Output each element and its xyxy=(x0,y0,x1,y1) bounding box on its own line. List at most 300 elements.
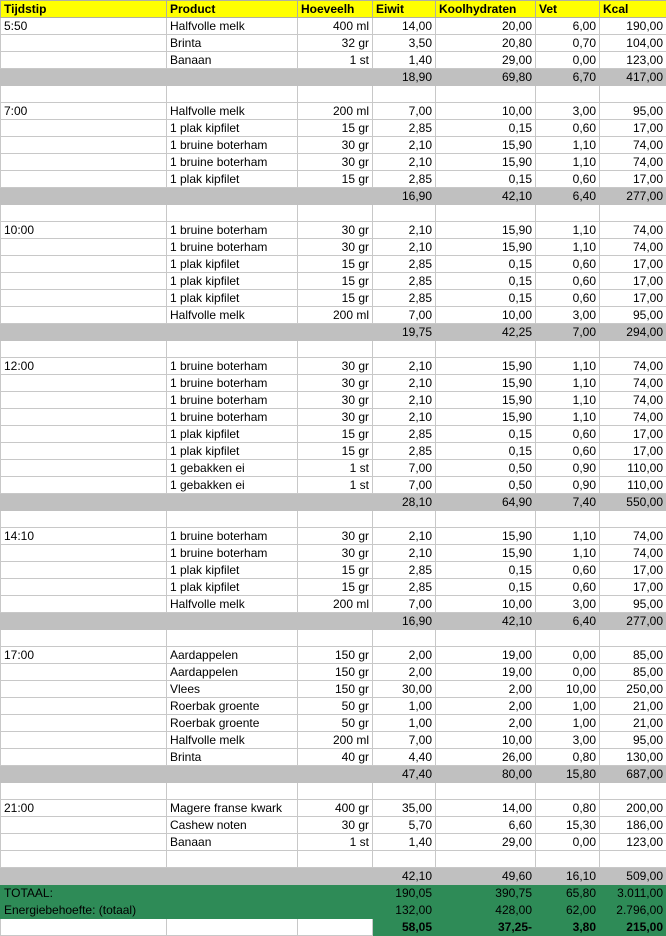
vet-cell[interactable]: 0,60 xyxy=(536,273,600,290)
vet-cell[interactable]: 3,80 xyxy=(536,919,600,936)
hoeveelheid-cell[interactable] xyxy=(298,630,373,647)
vet-cell[interactable]: 0,80 xyxy=(536,800,600,817)
koolhydraten-cell[interactable]: 29,00 xyxy=(436,834,536,851)
eiwit-cell[interactable]: 2,10 xyxy=(373,545,436,562)
tijdstip-cell[interactable] xyxy=(1,783,167,800)
eiwit-cell[interactable]: 18,90 xyxy=(373,69,436,86)
vet-cell[interactable] xyxy=(536,511,600,528)
koolhydraten-cell[interactable]: 15,90 xyxy=(436,409,536,426)
product-cell[interactable]: Halfvolle melk xyxy=(167,307,298,324)
vet-cell[interactable] xyxy=(536,783,600,800)
kcal-cell[interactable]: 104,00 xyxy=(600,35,666,52)
header-product[interactable]: Product xyxy=(167,1,298,18)
eiwit-cell[interactable]: 132,00 xyxy=(373,902,436,919)
hoeveelheid-cell[interactable]: 150 gr xyxy=(298,647,373,664)
hoeveelheid-cell[interactable]: 30 gr xyxy=(298,528,373,545)
hoeveelheid-cell[interactable]: 40 gr xyxy=(298,749,373,766)
vet-cell[interactable]: 3,00 xyxy=(536,732,600,749)
kcal-cell[interactable]: 95,00 xyxy=(600,596,666,613)
koolhydraten-cell[interactable]: 2,00 xyxy=(436,681,536,698)
koolhydraten-cell[interactable]: 19,00 xyxy=(436,647,536,664)
kcal-cell[interactable]: 294,00 xyxy=(600,324,666,341)
hoeveelheid-cell[interactable]: 32 gr xyxy=(298,35,373,52)
vet-cell[interactable]: 62,00 xyxy=(536,902,600,919)
koolhydraten-cell[interactable]: 26,00 xyxy=(436,749,536,766)
hoeveelheid-cell[interactable] xyxy=(298,494,373,511)
kcal-cell[interactable]: 3.011,00 xyxy=(600,885,666,902)
kcal-cell[interactable]: 110,00 xyxy=(600,477,666,494)
koolhydraten-cell[interactable] xyxy=(436,341,536,358)
product-cell[interactable]: 1 plak kipfilet xyxy=(167,562,298,579)
tijdstip-cell[interactable] xyxy=(1,681,167,698)
product-cell[interactable] xyxy=(167,494,298,511)
vet-cell[interactable]: 1,10 xyxy=(536,375,600,392)
tijdstip-cell[interactable] xyxy=(1,596,167,613)
vet-cell[interactable]: 1,10 xyxy=(536,239,600,256)
koolhydraten-cell[interactable]: 0,15 xyxy=(436,120,536,137)
tijdstip-cell[interactable] xyxy=(1,698,167,715)
koolhydraten-cell[interactable] xyxy=(436,630,536,647)
koolhydraten-cell[interactable]: 15,90 xyxy=(436,375,536,392)
product-cell[interactable]: Halfvolle melk xyxy=(167,732,298,749)
product-cell[interactable]: 1 bruine boterham xyxy=(167,154,298,171)
hoeveelheid-cell[interactable]: 30 gr xyxy=(298,137,373,154)
hoeveelheid-cell[interactable]: 15 gr xyxy=(298,290,373,307)
tijdstip-cell[interactable]: 14:10 xyxy=(1,528,167,545)
eiwit-cell[interactable] xyxy=(373,86,436,103)
product-cell[interactable] xyxy=(167,511,298,528)
product-cell[interactable] xyxy=(167,919,298,936)
koolhydraten-cell[interactable]: 0,15 xyxy=(436,256,536,273)
vet-cell[interactable]: 1,10 xyxy=(536,528,600,545)
eiwit-cell[interactable]: 2,00 xyxy=(373,664,436,681)
vet-cell[interactable] xyxy=(536,205,600,222)
koolhydraten-cell[interactable]: 15,90 xyxy=(436,528,536,545)
koolhydraten-cell[interactable]: 15,90 xyxy=(436,154,536,171)
product-cell[interactable]: Roerbak groente xyxy=(167,715,298,732)
header-koolhydraten[interactable]: Koolhydraten xyxy=(436,1,536,18)
kcal-cell[interactable]: 417,00 xyxy=(600,69,666,86)
kcal-cell[interactable]: 17,00 xyxy=(600,273,666,290)
kcal-cell[interactable]: 17,00 xyxy=(600,290,666,307)
hoeveelheid-cell[interactable]: 30 gr xyxy=(298,358,373,375)
eiwit-cell[interactable]: 7,00 xyxy=(373,307,436,324)
tijdstip-cell[interactable] xyxy=(1,375,167,392)
eiwit-cell[interactable] xyxy=(373,511,436,528)
tijdstip-cell[interactable] xyxy=(1,137,167,154)
product-cell[interactable]: 1 bruine boterham xyxy=(167,545,298,562)
vet-cell[interactable]: 6,00 xyxy=(536,18,600,35)
hoeveelheid-cell[interactable]: 400 ml xyxy=(298,18,373,35)
product-cell[interactable]: Banaan xyxy=(167,834,298,851)
eiwit-cell[interactable]: 7,00 xyxy=(373,460,436,477)
hoeveelheid-cell[interactable] xyxy=(298,919,373,936)
tijdstip-cell[interactable] xyxy=(1,545,167,562)
product-cell[interactable]: 1 bruine boterham xyxy=(167,528,298,545)
koolhydraten-cell[interactable] xyxy=(436,86,536,103)
kcal-cell[interactable] xyxy=(600,86,666,103)
tijdstip-cell[interactable] xyxy=(1,851,167,868)
hoeveelheid-cell[interactable]: 15 gr xyxy=(298,579,373,596)
product-cell[interactable]: 1 plak kipfilet xyxy=(167,171,298,188)
koolhydraten-cell[interactable]: 15,90 xyxy=(436,545,536,562)
kcal-cell[interactable]: 215,00 xyxy=(600,919,666,936)
eiwit-cell[interactable] xyxy=(373,630,436,647)
tijdstip-cell[interactable] xyxy=(1,35,167,52)
eiwit-cell[interactable]: 7,00 xyxy=(373,103,436,120)
tijdstip-cell[interactable] xyxy=(1,579,167,596)
hoeveelheid-cell[interactable] xyxy=(298,188,373,205)
koolhydraten-cell[interactable]: 42,25 xyxy=(436,324,536,341)
kcal-cell[interactable]: 509,00 xyxy=(600,868,666,885)
kcal-cell[interactable]: 74,00 xyxy=(600,409,666,426)
eiwit-cell[interactable]: 58,05 xyxy=(373,919,436,936)
kcal-cell[interactable]: 74,00 xyxy=(600,528,666,545)
product-cell[interactable]: 1 bruine boterham xyxy=(167,137,298,154)
hoeveelheid-cell[interactable]: 200 ml xyxy=(298,732,373,749)
header-eiwit[interactable]: Eiwit xyxy=(373,1,436,18)
vet-cell[interactable]: 0,00 xyxy=(536,834,600,851)
tijdstip-cell[interactable] xyxy=(1,817,167,834)
product-cell[interactable] xyxy=(167,188,298,205)
vet-cell[interactable]: 7,40 xyxy=(536,494,600,511)
tijdstip-cell[interactable] xyxy=(1,834,167,851)
vet-cell[interactable] xyxy=(536,86,600,103)
product-cell[interactable]: Aardappelen xyxy=(167,647,298,664)
vet-cell[interactable]: 3,00 xyxy=(536,103,600,120)
eiwit-cell[interactable]: 2,00 xyxy=(373,647,436,664)
koolhydraten-cell[interactable]: 15,90 xyxy=(436,392,536,409)
vet-cell[interactable] xyxy=(536,630,600,647)
vet-cell[interactable]: 0,60 xyxy=(536,562,600,579)
koolhydraten-cell[interactable] xyxy=(436,205,536,222)
hoeveelheid-cell[interactable] xyxy=(298,341,373,358)
hoeveelheid-cell[interactable]: 1 st xyxy=(298,834,373,851)
eiwit-cell[interactable]: 1,00 xyxy=(373,715,436,732)
vet-cell[interactable]: 1,00 xyxy=(536,715,600,732)
tijdstip-cell[interactable] xyxy=(1,307,167,324)
koolhydraten-cell[interactable]: 42,10 xyxy=(436,188,536,205)
koolhydraten-cell[interactable]: 10,00 xyxy=(436,103,536,120)
eiwit-cell[interactable]: 14,00 xyxy=(373,18,436,35)
eiwit-cell[interactable] xyxy=(373,783,436,800)
tijdstip-cell[interactable] xyxy=(1,341,167,358)
product-cell[interactable]: Roerbak groente xyxy=(167,698,298,715)
eiwit-cell[interactable]: 28,10 xyxy=(373,494,436,511)
kcal-cell[interactable]: 85,00 xyxy=(600,647,666,664)
eiwit-cell[interactable] xyxy=(373,851,436,868)
tijdstip-cell[interactable]: 12:00 xyxy=(1,358,167,375)
hoeveelheid-cell[interactable] xyxy=(298,205,373,222)
total-label[interactable]: TOTAAL: xyxy=(1,885,373,902)
koolhydraten-cell[interactable]: 80,00 xyxy=(436,766,536,783)
eiwit-cell[interactable]: 2,85 xyxy=(373,579,436,596)
product-cell[interactable] xyxy=(167,341,298,358)
product-cell[interactable]: Halfvolle melk xyxy=(167,103,298,120)
hoeveelheid-cell[interactable]: 15 gr xyxy=(298,443,373,460)
hoeveelheid-cell[interactable] xyxy=(298,511,373,528)
product-cell[interactable]: 1 bruine boterham xyxy=(167,409,298,426)
kcal-cell[interactable]: 17,00 xyxy=(600,443,666,460)
tijdstip-cell[interactable] xyxy=(1,52,167,69)
tijdstip-cell[interactable] xyxy=(1,613,167,630)
tijdstip-cell[interactable]: 5:50 xyxy=(1,18,167,35)
hoeveelheid-cell[interactable]: 50 gr xyxy=(298,715,373,732)
eiwit-cell[interactable]: 19,75 xyxy=(373,324,436,341)
product-cell[interactable]: 1 plak kipfilet xyxy=(167,426,298,443)
eiwit-cell[interactable]: 7,00 xyxy=(373,732,436,749)
tijdstip-cell[interactable] xyxy=(1,749,167,766)
tijdstip-cell[interactable] xyxy=(1,154,167,171)
vet-cell[interactable]: 16,10 xyxy=(536,868,600,885)
vet-cell[interactable]: 0,60 xyxy=(536,256,600,273)
kcal-cell[interactable]: 277,00 xyxy=(600,613,666,630)
kcal-cell[interactable]: 110,00 xyxy=(600,460,666,477)
hoeveelheid-cell[interactable]: 30 gr xyxy=(298,154,373,171)
hoeveelheid-cell[interactable]: 30 gr xyxy=(298,817,373,834)
eiwit-cell[interactable]: 2,85 xyxy=(373,443,436,460)
kcal-cell[interactable]: 17,00 xyxy=(600,579,666,596)
koolhydraten-cell[interactable] xyxy=(436,511,536,528)
vet-cell[interactable]: 6,40 xyxy=(536,188,600,205)
tijdstip-cell[interactable]: 21:00 xyxy=(1,800,167,817)
koolhydraten-cell[interactable]: 64,90 xyxy=(436,494,536,511)
koolhydraten-cell[interactable]: 0,15 xyxy=(436,562,536,579)
product-cell[interactable] xyxy=(167,613,298,630)
eiwit-cell[interactable]: 35,00 xyxy=(373,800,436,817)
kcal-cell[interactable] xyxy=(600,511,666,528)
tijdstip-cell[interactable] xyxy=(1,630,167,647)
vet-cell[interactable]: 6,70 xyxy=(536,69,600,86)
kcal-cell[interactable] xyxy=(600,783,666,800)
vet-cell[interactable]: 0,00 xyxy=(536,647,600,664)
vet-cell[interactable]: 0,60 xyxy=(536,290,600,307)
vet-cell[interactable]: 0,60 xyxy=(536,171,600,188)
hoeveelheid-cell[interactable]: 1 st xyxy=(298,460,373,477)
kcal-cell[interactable]: 130,00 xyxy=(600,749,666,766)
kcal-cell[interactable]: 74,00 xyxy=(600,154,666,171)
vet-cell[interactable]: 0,90 xyxy=(536,460,600,477)
kcal-cell[interactable]: 74,00 xyxy=(600,239,666,256)
tijdstip-cell[interactable] xyxy=(1,392,167,409)
kcal-cell[interactable]: 17,00 xyxy=(600,562,666,579)
koolhydraten-cell[interactable]: 15,90 xyxy=(436,137,536,154)
vet-cell[interactable]: 0,70 xyxy=(536,35,600,52)
tijdstip-cell[interactable]: 7:00 xyxy=(1,103,167,120)
header-vet[interactable]: Vet xyxy=(536,1,600,18)
eiwit-cell[interactable]: 2,85 xyxy=(373,290,436,307)
vet-cell[interactable]: 1,10 xyxy=(536,409,600,426)
hoeveelheid-cell[interactable]: 1 st xyxy=(298,52,373,69)
tijdstip-cell[interactable] xyxy=(1,171,167,188)
tijdstip-cell[interactable] xyxy=(1,205,167,222)
kcal-cell[interactable]: 250,00 xyxy=(600,681,666,698)
product-cell[interactable]: Halfvolle melk xyxy=(167,18,298,35)
tijdstip-cell[interactable] xyxy=(1,409,167,426)
koolhydraten-cell[interactable]: 37,25- xyxy=(436,919,536,936)
total-label[interactable]: Energiebehoefte: (totaal) xyxy=(1,902,373,919)
hoeveelheid-cell[interactable] xyxy=(298,851,373,868)
tijdstip-cell[interactable] xyxy=(1,273,167,290)
eiwit-cell[interactable]: 3,50 xyxy=(373,35,436,52)
kcal-cell[interactable]: 74,00 xyxy=(600,375,666,392)
eiwit-cell[interactable]: 2,10 xyxy=(373,239,436,256)
product-cell[interactable] xyxy=(167,324,298,341)
eiwit-cell[interactable]: 2,85 xyxy=(373,273,436,290)
hoeveelheid-cell[interactable]: 200 ml xyxy=(298,596,373,613)
vet-cell[interactable]: 0,00 xyxy=(536,52,600,69)
eiwit-cell[interactable]: 1,00 xyxy=(373,698,436,715)
tijdstip-cell[interactable] xyxy=(1,477,167,494)
koolhydraten-cell[interactable]: 0,50 xyxy=(436,477,536,494)
vet-cell[interactable]: 3,00 xyxy=(536,307,600,324)
product-cell[interactable]: 1 plak kipfilet xyxy=(167,120,298,137)
hoeveelheid-cell[interactable]: 1 st xyxy=(298,477,373,494)
kcal-cell[interactable]: 95,00 xyxy=(600,103,666,120)
koolhydraten-cell[interactable]: 15,90 xyxy=(436,358,536,375)
vet-cell[interactable]: 0,00 xyxy=(536,664,600,681)
eiwit-cell[interactable]: 2,10 xyxy=(373,222,436,239)
tijdstip-cell[interactable] xyxy=(1,86,167,103)
vet-cell[interactable]: 0,60 xyxy=(536,426,600,443)
koolhydraten-cell[interactable]: 390,75 xyxy=(436,885,536,902)
koolhydraten-cell[interactable]: 0,15 xyxy=(436,171,536,188)
kcal-cell[interactable]: 74,00 xyxy=(600,392,666,409)
kcal-cell[interactable]: 85,00 xyxy=(600,664,666,681)
tijdstip-cell[interactable] xyxy=(1,443,167,460)
kcal-cell[interactable]: 74,00 xyxy=(600,222,666,239)
product-cell[interactable] xyxy=(167,205,298,222)
kcal-cell[interactable]: 186,00 xyxy=(600,817,666,834)
vet-cell[interactable]: 0,80 xyxy=(536,749,600,766)
vet-cell[interactable]: 3,00 xyxy=(536,596,600,613)
hoeveelheid-cell[interactable] xyxy=(298,868,373,885)
eiwit-cell[interactable]: 1,40 xyxy=(373,834,436,851)
tijdstip-cell[interactable] xyxy=(1,290,167,307)
kcal-cell[interactable]: 17,00 xyxy=(600,256,666,273)
koolhydraten-cell[interactable]: 0,15 xyxy=(436,579,536,596)
hoeveelheid-cell[interactable] xyxy=(298,783,373,800)
koolhydraten-cell[interactable] xyxy=(436,851,536,868)
hoeveelheid-cell[interactable]: 30 gr xyxy=(298,409,373,426)
hoeveelheid-cell[interactable]: 15 gr xyxy=(298,120,373,137)
koolhydraten-cell[interactable] xyxy=(436,783,536,800)
eiwit-cell[interactable]: 190,05 xyxy=(373,885,436,902)
koolhydraten-cell[interactable]: 19,00 xyxy=(436,664,536,681)
header-kcal[interactable]: Kcal xyxy=(600,1,666,18)
koolhydraten-cell[interactable]: 15,90 xyxy=(436,222,536,239)
vet-cell[interactable]: 1,10 xyxy=(536,358,600,375)
tijdstip-cell[interactable] xyxy=(1,188,167,205)
product-cell[interactable]: 1 bruine boterham xyxy=(167,392,298,409)
hoeveelheid-cell[interactable]: 30 gr xyxy=(298,392,373,409)
hoeveelheid-cell[interactable]: 400 gr xyxy=(298,800,373,817)
product-cell[interactable]: Brinta xyxy=(167,749,298,766)
product-cell[interactable]: Banaan xyxy=(167,52,298,69)
kcal-cell[interactable]: 21,00 xyxy=(600,698,666,715)
tijdstip-cell[interactable] xyxy=(1,868,167,885)
product-cell[interactable]: Halfvolle melk xyxy=(167,596,298,613)
product-cell[interactable] xyxy=(167,630,298,647)
koolhydraten-cell[interactable]: 2,00 xyxy=(436,698,536,715)
eiwit-cell[interactable]: 2,85 xyxy=(373,120,436,137)
koolhydraten-cell[interactable]: 2,00 xyxy=(436,715,536,732)
hoeveelheid-cell[interactable]: 150 gr xyxy=(298,681,373,698)
eiwit-cell[interactable]: 30,00 xyxy=(373,681,436,698)
hoeveelheid-cell[interactable]: 200 ml xyxy=(298,307,373,324)
hoeveelheid-cell[interactable]: 15 gr xyxy=(298,273,373,290)
koolhydraten-cell[interactable]: 6,60 xyxy=(436,817,536,834)
product-cell[interactable]: 1 plak kipfilet xyxy=(167,256,298,273)
koolhydraten-cell[interactable]: 10,00 xyxy=(436,307,536,324)
eiwit-cell[interactable]: 2,10 xyxy=(373,358,436,375)
product-cell[interactable] xyxy=(167,783,298,800)
hoeveelheid-cell[interactable] xyxy=(298,86,373,103)
vet-cell[interactable]: 1,10 xyxy=(536,222,600,239)
hoeveelheid-cell[interactable]: 15 gr xyxy=(298,426,373,443)
product-cell[interactable] xyxy=(167,851,298,868)
vet-cell[interactable]: 6,40 xyxy=(536,613,600,630)
eiwit-cell[interactable]: 16,90 xyxy=(373,613,436,630)
product-cell[interactable]: 1 bruine boterham xyxy=(167,222,298,239)
product-cell[interactable]: 1 gebakken ei xyxy=(167,477,298,494)
hoeveelheid-cell[interactable]: 200 ml xyxy=(298,103,373,120)
tijdstip-cell[interactable] xyxy=(1,120,167,137)
vet-cell[interactable]: 0,90 xyxy=(536,477,600,494)
kcal-cell[interactable]: 74,00 xyxy=(600,358,666,375)
tijdstip-cell[interactable] xyxy=(1,460,167,477)
kcal-cell[interactable]: 123,00 xyxy=(600,834,666,851)
vet-cell[interactable]: 1,00 xyxy=(536,698,600,715)
koolhydraten-cell[interactable]: 428,00 xyxy=(436,902,536,919)
kcal-cell[interactable]: 95,00 xyxy=(600,307,666,324)
kcal-cell[interactable]: 190,00 xyxy=(600,18,666,35)
header-tijdstip[interactable]: Tijdstip xyxy=(1,1,167,18)
vet-cell[interactable]: 0,60 xyxy=(536,443,600,460)
kcal-cell[interactable]: 95,00 xyxy=(600,732,666,749)
koolhydraten-cell[interactable]: 10,00 xyxy=(436,596,536,613)
tijdstip-cell[interactable] xyxy=(1,426,167,443)
product-cell[interactable]: Cashew noten xyxy=(167,817,298,834)
eiwit-cell[interactable]: 2,85 xyxy=(373,562,436,579)
hoeveelheid-cell[interactable] xyxy=(298,613,373,630)
hoeveelheid-cell[interactable]: 30 gr xyxy=(298,239,373,256)
vet-cell[interactable]: 0,60 xyxy=(536,579,600,596)
hoeveelheid-cell[interactable]: 30 gr xyxy=(298,545,373,562)
koolhydraten-cell[interactable]: 42,10 xyxy=(436,613,536,630)
product-cell[interactable] xyxy=(167,69,298,86)
vet-cell[interactable]: 1,10 xyxy=(536,392,600,409)
tijdstip-cell[interactable] xyxy=(1,239,167,256)
koolhydraten-cell[interactable]: 14,00 xyxy=(436,800,536,817)
kcal-cell[interactable]: 74,00 xyxy=(600,137,666,154)
tijdstip-cell[interactable] xyxy=(1,324,167,341)
kcal-cell[interactable]: 687,00 xyxy=(600,766,666,783)
eiwit-cell[interactable]: 5,70 xyxy=(373,817,436,834)
eiwit-cell[interactable]: 7,00 xyxy=(373,596,436,613)
tijdstip-cell[interactable]: 10:00 xyxy=(1,222,167,239)
koolhydraten-cell[interactable]: 10,00 xyxy=(436,732,536,749)
tijdstip-cell[interactable]: 17:00 xyxy=(1,647,167,664)
koolhydraten-cell[interactable]: 0,15 xyxy=(436,426,536,443)
koolhydraten-cell[interactable]: 20,80 xyxy=(436,35,536,52)
kcal-cell[interactable]: 17,00 xyxy=(600,120,666,137)
vet-cell[interactable]: 1,10 xyxy=(536,154,600,171)
vet-cell[interactable]: 7,00 xyxy=(536,324,600,341)
product-cell[interactable]: 1 plak kipfilet xyxy=(167,273,298,290)
eiwit-cell[interactable]: 2,85 xyxy=(373,426,436,443)
hoeveelheid-cell[interactable]: 150 gr xyxy=(298,664,373,681)
